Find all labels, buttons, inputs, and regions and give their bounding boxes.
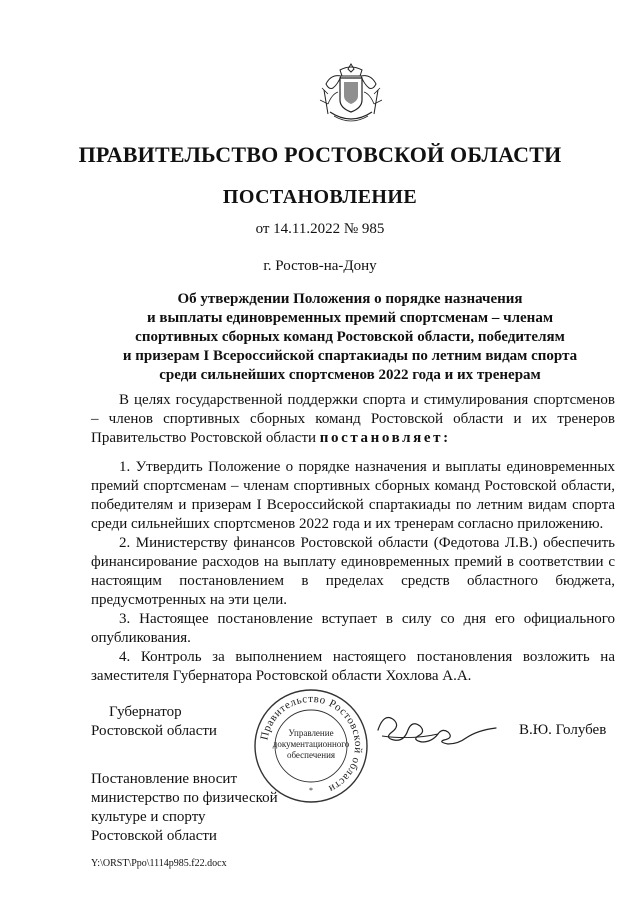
stamp-center-line: Управление bbox=[288, 728, 334, 738]
document-title bbox=[60, 290, 640, 385]
coat-of-arms-icon bbox=[316, 60, 386, 126]
title-line: Об утверждении Положения о порядке назначения bbox=[177, 291, 523, 307]
preamble-paragraph bbox=[91, 391, 615, 448]
signatory-title bbox=[91, 703, 217, 741]
title-line: среди сильнейших спортсменов 2022 года и их тренерам bbox=[159, 367, 541, 383]
preamble-text: В целях государственной поддержки спорта и стимулирования спортсменов – членов спортивных сборных команд Ростовской области и их тренеров Правительство Ростовской области bbox=[91, 392, 615, 446]
resolution-item: 2. Министерству финансов Ростовской области (Федотова Л.В.) обеспечить финансирование расходов на выплату единовременных премий в соответствии с настоящим постановлением в пределах средств областного бюджета, предусмотренных на эти цели. bbox=[91, 535, 615, 608]
resolution-item: 1. Утвердить Положение о порядке назначения и выплаты единовременных премий спортсменам – членам спортивных сборных команд Ростовской области, победителям и призерам I Всероссийской спартакиады по летним видам спорта среди сильнейших спортсменов 2022 года и их тренерам согласно приложению. bbox=[91, 459, 615, 532]
resolution-item: 3. Настоящее постановление вступает в силу со дня его официального опубликования. bbox=[91, 611, 615, 646]
submitted-by-note bbox=[91, 770, 278, 846]
signatory-title-line: Губернатор bbox=[109, 704, 182, 720]
document-city: г. Ростов-на-Дону bbox=[263, 258, 377, 274]
note-line: Ростовской области bbox=[91, 828, 217, 844]
title-line: и призерам I Всероссийской спартакиады по летним видам спорта bbox=[122, 348, 578, 364]
stamp-center-line: обеспечения bbox=[286, 750, 336, 760]
svg-text:*: * bbox=[309, 786, 313, 795]
stamp-ring-text: Правительство Ростовской области bbox=[258, 692, 365, 795]
organization-heading: ПРАВИТЕЛЬСТВО РОСТОВСКОЙ ОБЛАСТИ bbox=[78, 142, 562, 167]
title-line: спортивных сборных команд Ростовской области, победителям bbox=[135, 329, 565, 345]
resolution-item: 4. Контроль за выполнением настоящего постановления возложить на заместителя Губернатора Ростовской области Хохлова А.А. bbox=[91, 649, 615, 684]
stamp-center-line: документационного bbox=[272, 739, 350, 749]
handwritten-signature bbox=[372, 702, 502, 752]
document-type-heading: ПОСТАНОВЛЕНИЕ bbox=[222, 186, 418, 208]
signatory-name: В.Ю. Голубев bbox=[519, 722, 607, 738]
document-date-number: от 14.11.2022 № 985 bbox=[255, 221, 385, 237]
title-line: и выплаты единовременных премий спортсменам – членам bbox=[146, 310, 554, 326]
note-line: культуре и спорту bbox=[91, 809, 206, 825]
resolution-items bbox=[91, 458, 615, 686]
signatory-title-line: Ростовской области bbox=[91, 723, 217, 739]
preamble-emphasis: постановляет: bbox=[319, 430, 451, 446]
note-line: министерство по физической bbox=[91, 790, 278, 806]
file-path: Y:\ORST\Ppo\1114p985.f22.docx bbox=[91, 858, 227, 869]
note-line: Постановление вносит bbox=[91, 771, 238, 787]
